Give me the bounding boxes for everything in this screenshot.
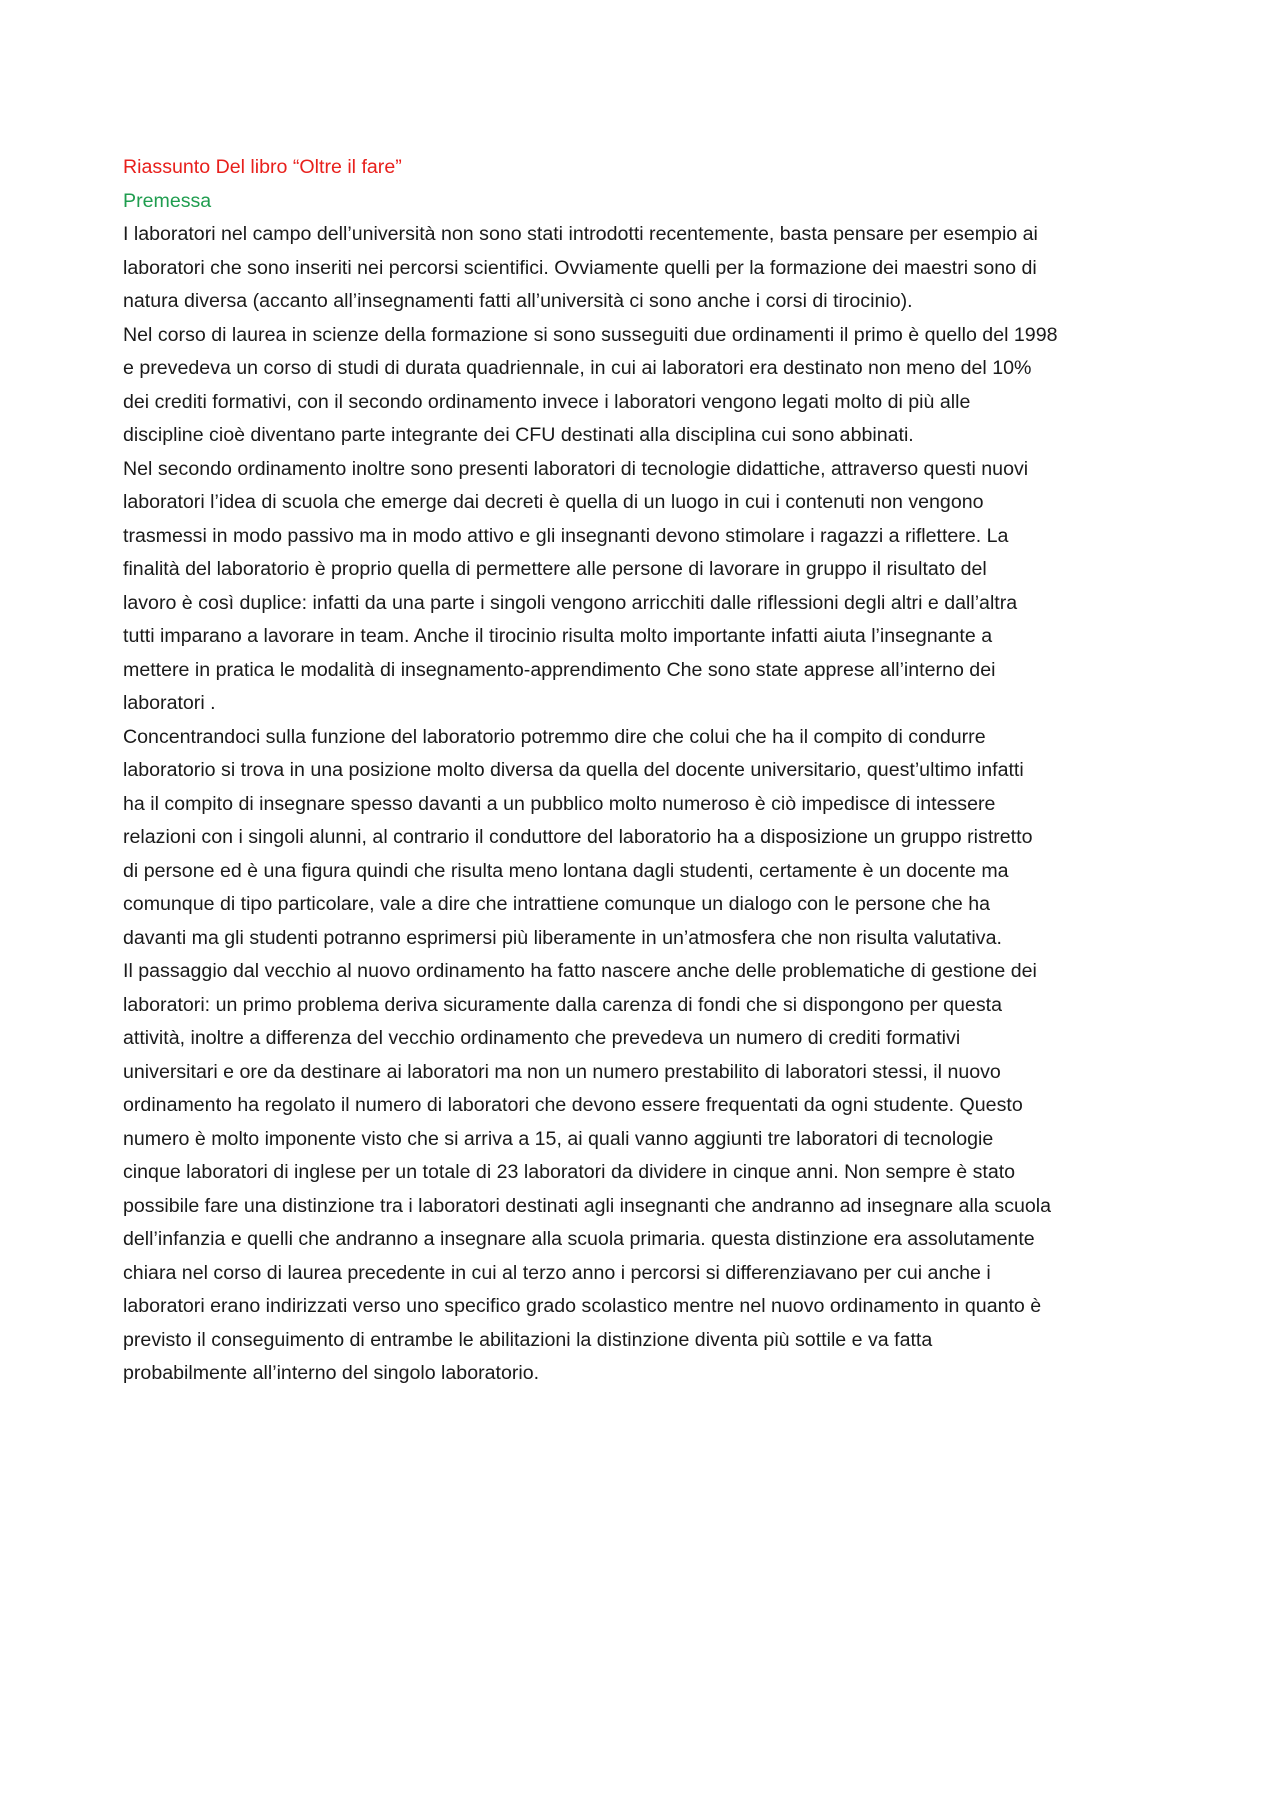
text-line: di persone ed è una figura quindi che risulta meno lontana dagli studenti, certamente è un docente ma [123,859,1009,882]
body-text [123,218,1168,1391]
text-line: possibile fare una distinzione tra i laboratori destinati agli insegnanti che andranno ad insegnare alla scuola [123,1194,1052,1217]
section-heading: Premessa [123,189,212,212]
text-line: numero è molto imponente visto che si arriva a 15, ai quali vanno aggiunti tre laboratori di tecnologie [123,1127,994,1150]
text-line: Nel secondo ordinamento inoltre sono presenti laboratori di tecnologie didattiche, attraverso questi nuovi [123,457,1029,480]
text-line: cinque laboratori di inglese per un totale di 23 laboratori da dividere in cinque anni. Non sempre è stato [123,1161,1016,1183]
text-line: laboratori erano indirizzati verso uno specifico grado scolastico mentre nel nuovo ordinamento in quanto è [123,1295,1042,1317]
text-line: e prevedeva un corso di studi di durata quadriennale, in cui ai laboratori era destinato non meno del 10% [123,357,1032,379]
text-line: laboratori . [123,692,216,714]
text-line: Il passaggio dal vecchio al nuovo ordinamento ha fatto nascere anche delle problematiche di gestione dei [123,960,1037,982]
text-line: I laboratori nel campo dell’università non sono stati introdotti recentemente, basta pensare per esempio ai [123,223,1038,245]
text-line: universitari e ore da destinare ai laboratori ma non un numero prestabilito di laboratori stessi, il nuovo [123,1060,1001,1083]
text-line: comunque di tipo particolare, vale a dire che intrattiene comunque un dialogo con le persone che ha [123,893,991,915]
text-line: laboratorio si trova in una posizione molto diversa da quella del docente universitario, quest’ultimo infatti [123,759,1024,781]
text-line: natura diversa (accanto all’insegnamenti fatti all’università ci sono anche i corsi di tirocinio). [123,290,913,312]
text-line: ordinamento ha regolato il numero di laboratori che devono essere frequentati da ogni studente. Questo [123,1094,1023,1116]
text-line: dell’infanzia e quelli che andranno a insegnare alla scuola primaria. questa distinzione era assolutamente [123,1228,1035,1250]
text-line: dei crediti formativi, con il secondo ordinamento invece i laboratori vengono legati molto di più alle [123,390,971,413]
text-line: previsto il conseguimento di entrambe le abilitazioni la distinzione diventa più sottile e va fatta [123,1328,933,1351]
text-line: tutti imparano a lavorare in team. Anche il tirocinio risulta molto importante infatti aiuta l’insegnante a [123,625,993,647]
document-page [123,151,1168,1391]
document-title: Riassunto Del libro “Oltre il fare” [123,156,402,178]
text-line: attività, inoltre a differenza del vecchio ordinamento che prevedeva un numero di crediti formativi [123,1027,961,1049]
text-line: laboratori l’idea di scuola che emerge dai decreti è quella di un luogo in cui i contenuti non vengono [123,491,984,513]
text-line: ha il compito di insegnare spesso davanti a un pubblico molto numeroso è ciò impedisce di intessere [123,792,996,815]
text-line: Nel corso di laurea in scienze della formazione si sono susseguiti due ordinamenti il primo è quello del 1998 [123,323,1058,346]
text-line: laboratori che sono inseriti nei percorsi scientifici. Ovviamente quelli per la formazione dei maestri sono di [123,256,1037,279]
text-line: Concentrandoci sulla funzione del laboratorio potremmo dire che colui che ha il compito di condurre [123,725,986,748]
text-line: chiara nel corso di laurea precedente in cui al terzo anno i percorsi si differenziavano per cui anche i [123,1261,991,1284]
text-line: lavoro è così duplice: infatti da una parte i singoli vengono arricchiti dalle riflessioni degli altri e dall’altra [123,591,1018,614]
text-line: discipline cioè diventano parte integrante dei CFU destinati alla disciplina cui sono abbinati. [123,424,914,446]
text-line: laboratori: un primo problema deriva sicuramente dalla carenza di fondi che si dispongono per questa [123,993,1002,1016]
text-line: davanti ma gli studenti potranno esprimersi più liberamente in un’atmosfera che non risulta valutativa. [123,926,1002,949]
text-line: mettere in pratica le modalità di insegnamento-apprendimento Che sono state apprese all’interno dei [123,658,996,681]
text-line: trasmessi in modo passivo ma in modo attivo e gli insegnanti devono stimolare i ragazzi a riflettere. La [123,524,1009,547]
text-line: relazioni con i singoli alunni, al contrario il conduttore del laboratorio ha a disposizione un gruppo ristretto [123,826,1033,848]
text-line: probabilmente all’interno del singolo laboratorio. [123,1362,540,1384]
text-line: finalità del laboratorio è proprio quella di permettere alle persone di lavorare in gruppo il risultato del [123,558,987,580]
